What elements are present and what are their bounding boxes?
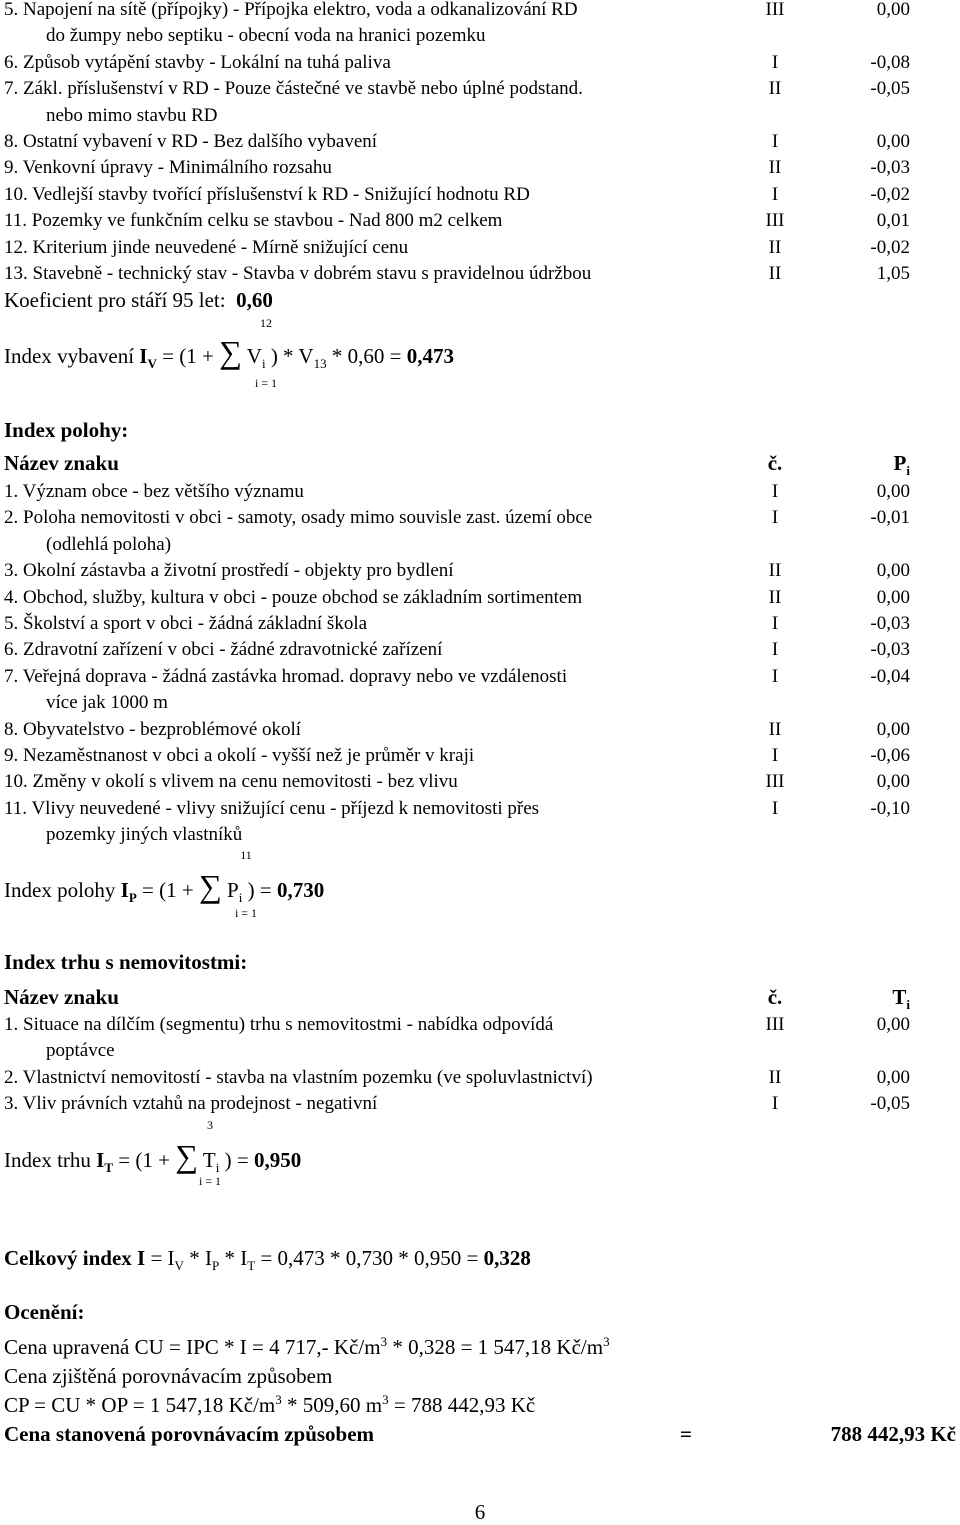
- table-row: [0, 505, 960, 531]
- row-text: 1. Význam obce - bez většího významu: [4, 481, 304, 502]
- row-text-continuation: poptávce: [46, 1040, 115, 1062]
- row-value: 0,00: [876, 1066, 910, 1088]
- equipment-index-formula: Index vybavení $I_V = (1$ + ∑ $V_i$ ) * $V_{13} * 0,60 = 0,473$: [4, 334, 454, 372]
- table-row: [0, 50, 960, 76]
- row-text: 11. Vlivy neuvedené - vlivy snižující cenu - příjezd k nemovitosti přes: [4, 797, 540, 819]
- table-row-continuation: [0, 103, 960, 129]
- row-value: -0,10: [870, 797, 910, 819]
- row-value: -0,04: [870, 665, 910, 687]
- age-coefficient-label: Koeficient pro stáří 95 let:: [4, 288, 226, 312]
- sigma-icon: ∑: [198, 868, 222, 904]
- row-class: III: [765, 771, 785, 793]
- age-coefficient-value: 0,60: [236, 288, 273, 312]
- row-value: 0,00: [876, 586, 910, 608]
- row-text-continuation: pozemky jiných vlastníků: [46, 824, 243, 846]
- row-class: I: [771, 131, 779, 152]
- table-row: [0, 129, 960, 155]
- table-row: [0, 1012, 960, 1038]
- final-price-value: 788 442,93 Kč: [830, 1422, 956, 1446]
- row-text: 9. Nezaměstnanost v obci a okolí - vyšší než je průměr v kraji: [4, 745, 475, 766]
- row-value: 0,00: [876, 718, 910, 740]
- total-index-result: 0,328: [483, 1246, 531, 1270]
- row-text: 3. Vliv právních vztahů na prodejnost - negativní: [4, 1093, 378, 1115]
- row-class: II: [768, 78, 782, 100]
- row-class: III: [765, 210, 785, 232]
- market-heading: Index trhu s nemovitostmi:: [4, 950, 248, 974]
- row-class: I: [771, 481, 779, 502]
- page-number: 6: [474, 1500, 486, 1524]
- row-text: 10. Vedlejší stavby tvořící příslušenství k RD - Snižující hodnotu RD: [4, 183, 530, 205]
- location-header-row: Název znaku č. $P_i$: [4, 451, 910, 479]
- row-text: 7. Zákl. příslušenství v RD - Pouze částečné ve stavbě nebo úplné podstand.: [4, 78, 583, 100]
- row-class: II: [768, 263, 782, 284]
- row-text: 7. Veřejná doprava - žádná zastávka hromad. dopravy nebo ve vzdálenosti: [4, 665, 568, 687]
- final-price-line: Cena stanovená porovnávacím způsobem = 788 442,93 Kč: [4, 1422, 956, 1446]
- row-text: 9. Venkovní úpravy - Minimálního rozsahu: [4, 157, 332, 179]
- table-row: [0, 261, 960, 287]
- table-row: [0, 479, 960, 505]
- document-page: 5. Napojení na sítě (přípojky) - Přípojka elektro, voda a odkanalizování RD III 0,00 do žumpy nebo septiku - obecní voda na hranici pozemku 6. Způsob vytápění stavby - Lokální na tuhá paliva I -0,08 7. Zákl. příslušenství v RD - Pouze částečné ve stavbě nebo úplné podstand. II -0,05 nebo mimo stavbu RD 8. Ostatní vybavení v RD - Bez dalšího vybavení I 0,00 9. Venkovní úpravy - Minimálního rozsahu II -0,03 10. Vedlejší stavby tvořící příslušenství k RD - Snižující hodnotu RD I -0,02 11. Pozemky ve funkčním celku se stavbou - Nad 800 m2 celkem III 0,01 12. Kriterium jinde neuvedené - Mírně snižující cenu II -0,02 13. Stavebně - technický stav - Stavba v dobrém stavu s pravidelnou údržbou II 1,05 Koeficient pro stáří 95 let: 0,60 12 i = 1 Index vybavení $I_V = (1$ + ∑ $V_i$ ) * $V_{13} * 0,60 = 0,473$ Index polohy: Název znaku č. $P_i$ 1. Význam obce - bez většího významu I 0,00 2. Poloha nemovitosti v obci - samoty, osady mimo souvisle zast. území obce I -0,01 (odlehlá poloha) 3. Okolní zástavba a životní prostředí - objekty pro bydlení II 0,00 4. Obchod, služby, kultura v obci - pouze obchod se základním sortimentem II 0,00 5. Školství a sport v obci - žádná základní škola I -0,03 6. Zdravotní zařízení v obci - žádné zdravotnické zařízení I -0,03 7. Veřejná doprava - žádná zastávka hromad. dopravy nebo ve vzdálenosti I -0,04 více jak 1000 m 8. Obyvatelstvo - bezproblémové okolí II 0,00 9. Nezaměstnanost v obci a okolí - vyšší než je průměr v kraji I -0,06 10. Změny v okolí s vlivem na cenu nemovitosti - bez vlivu III 0,00 11. Vlivy neuvedené - vlivy snižující cenu - příjezd k nemovitosti přes I -0,10 pozemky jiných vlastníků 11 i = 1 Index polohy $I_P = (1$ + ∑ $P_i$ ) = 0,730 Index trhu s nemovitostmi: Název znaku č. $T_i$ 1. Situace na dílčím (segmentu) trhu s nemovitostmi - nabídka odpovídá III 0,00 poptávce 2. Vlastnictví nemovitostí - stavba na vlastním pozemku (ve spoluvlastnictví) II 0,00 3. Vliv právních vztahů na prodejnost - negativní I -0,05 3 i = 1 Index trhu $I_T = (1$ + ∑ $T_i$ ) = 0,950 Celkový index $I = I_V * I_P * I_T = 0,473 * 0,730 * 0,950 = 0,328$ Ocenění: Cena upravená CU = IPC * I = 4 717,- $Kč/m^3 * 0,328 = 1$ 547,18 $Kč/m^3$ Cena zjištěná porovnávacím způsobem CP = CU * OP = 1 547,18 $Kč/m^3 * 509,60$ $m^3 = 788$ 442,93 Kč Cena stanovená porovnávacím způsobem = 788 442,93 Kč 6: [0, 0, 960, 1524]
- adjusted-price-line: Cena upravená CU = IPC * I = 4 717,- $Kč/m^3 * 0,328 = 1$ 547,18 $Kč/m^3$: [4, 1334, 610, 1359]
- table-row: [0, 796, 960, 822]
- market-index-formula: Index trhu $I_T = (1$ + ∑ $T_i$ ) = 0,950: [4, 1138, 302, 1176]
- row-text-continuation: nebo mimo stavbu RD: [46, 104, 218, 126]
- table-row: [0, 743, 960, 769]
- row-class: II: [768, 1066, 782, 1088]
- table-row: [0, 585, 960, 611]
- row-text: 13. Stavebně - technický stav - Stavba v dobrém stavu s pravidelnou údržbou: [4, 263, 592, 284]
- table-row: [0, 155, 960, 181]
- valuation-heading: Ocenění:: [4, 1300, 85, 1324]
- table-row-continuation: [0, 1038, 960, 1064]
- final-price-label: Cena stanovená porovnávacím způsobem: [4, 1422, 375, 1446]
- market-index-result: 0,950: [253, 1148, 302, 1172]
- row-text: 6. Zdravotní zařízení v obci - žádné zdravotnické zařízení: [4, 639, 443, 661]
- table-row-continuation: [0, 23, 960, 49]
- row-value: 0,00: [876, 560, 910, 582]
- row-value: 0,00: [876, 771, 910, 793]
- row-class: I: [771, 183, 779, 205]
- row-text: 8. Obyvatelstvo - bezproblémové okolí: [4, 718, 302, 740]
- equipment-index-result: 0,473: [406, 344, 454, 368]
- table-row-continuation: [0, 690, 960, 716]
- row-class: I: [771, 1093, 779, 1115]
- sigma-icon: ∑: [219, 334, 242, 370]
- age-coefficient: [4, 288, 273, 313]
- market-header-row: Název znaku č. $T_i$: [4, 985, 910, 1013]
- table-row: [0, 76, 960, 102]
- row-text: 6. Způsob vytápění stavby - Lokální na tuhá paliva: [4, 51, 391, 73]
- comparative-price-line: CP = CU * OP = 1 547,18 $Kč/m^3 * 509,60$ $m^3 = 788$ 442,93 Kč: [4, 1392, 536, 1417]
- row-text: 4. Obchod, služby, kultura v obci - pouze obchod se základním sortimentem: [4, 586, 583, 608]
- row-value: 0,00: [876, 0, 910, 20]
- table-row: [0, 637, 960, 663]
- row-value: -0,06: [870, 745, 910, 766]
- location-heading: Index polohy:: [4, 418, 129, 442]
- row-class: II: [768, 560, 782, 582]
- row-value: 0,00: [876, 131, 910, 152]
- table-row: [0, 664, 960, 690]
- location-index-result: 0,730: [276, 878, 325, 902]
- row-value: -0,02: [870, 183, 910, 205]
- row-class: III: [765, 0, 785, 20]
- row-class: II: [768, 718, 782, 740]
- row-text: 11. Pozemky ve funkčním celku se stavbou - Nad 800 m2 celkem: [4, 210, 503, 232]
- row-class: I: [771, 745, 779, 766]
- row-text: 2. Poloha nemovitosti v obci - samoty, osady mimo souvisle zast. území obce: [4, 507, 593, 529]
- row-value: -0,08: [870, 51, 910, 73]
- row-value: -0,03: [870, 639, 910, 661]
- row-class: III: [765, 1014, 785, 1035]
- table-row: [0, 558, 960, 584]
- row-class: I: [771, 613, 779, 634]
- row-value: 1,05: [876, 263, 910, 284]
- total-index-formula: Celkový index $I = I_V * I_P * I_T = 0,473 * 0,730 * 0,950 = 0,328$: [4, 1246, 531, 1274]
- row-text: 2. Vlastnictví nemovitostí - stavba na vlastním pozemku (ve spoluvlastnictví): [4, 1066, 593, 1088]
- row-text: 8. Ostatní vybavení v RD - Bez dalšího vybavení: [4, 131, 378, 152]
- row-class: II: [768, 586, 782, 608]
- row-text: 12. Kriterium jinde neuvedené - Mírně snižující cenu: [4, 236, 409, 258]
- table-row: [0, 1091, 960, 1117]
- table-row-continuation: [0, 822, 960, 848]
- row-value: 0,00: [876, 1014, 910, 1035]
- row-value: 0,01: [876, 210, 910, 232]
- table-row: [0, 769, 960, 795]
- table-row: [0, 182, 960, 208]
- row-text-continuation: více jak 1000 m: [46, 692, 168, 714]
- row-value: -0,05: [870, 1093, 910, 1115]
- row-text: 10. Změny v okolí s vlivem na cenu nemovitosti - bez vlivu: [4, 771, 458, 793]
- row-text-continuation: (odlehlá poloha): [46, 533, 172, 555]
- comparative-price-label: Cena zjištěná porovnávacím způsobem: [4, 1364, 333, 1388]
- row-class: I: [771, 639, 779, 661]
- row-class: I: [771, 51, 779, 73]
- row-value: -0,01: [870, 507, 910, 529]
- row-value: -0,05: [870, 78, 910, 100]
- table-row: [0, 208, 960, 234]
- row-class: II: [768, 157, 782, 179]
- row-class: I: [771, 665, 779, 687]
- table-row: [0, 611, 960, 637]
- row-text: 1. Situace na dílčím (segmentu) trhu s nemovitostmi - nabídka odpovídá: [4, 1014, 554, 1035]
- row-value: 0,00: [876, 481, 910, 502]
- row-value: -0,02: [870, 236, 910, 258]
- row-class: I: [771, 797, 779, 819]
- location-index-formula: Index polohy $I_P = (1$ + ∑ $P_i$ ) = 0,730: [4, 868, 325, 906]
- row-value: -0,03: [870, 613, 910, 634]
- row-text: 3. Okolní zástavba a životní prostředí - objekty pro bydlení: [4, 560, 454, 582]
- row-text: 5. Napojení na sítě (přípojky) - Přípojka elektro, voda a odkanalizování RD: [4, 0, 578, 20]
- table-row: [0, 1065, 960, 1091]
- sigma-icon: ∑: [175, 1138, 199, 1174]
- row-text-continuation: do žumpy nebo septiku - obecní voda na hranici pozemku: [46, 25, 486, 47]
- table-row-continuation: [0, 532, 960, 558]
- row-class: II: [768, 236, 782, 258]
- row-text: 5. Školství a sport v obci - žádná základní škola: [4, 613, 368, 634]
- table-row: [0, 235, 960, 261]
- table-row: [0, 717, 960, 743]
- table-row: [0, 0, 960, 23]
- row-value: -0,03: [870, 157, 910, 179]
- row-class: I: [771, 507, 779, 529]
